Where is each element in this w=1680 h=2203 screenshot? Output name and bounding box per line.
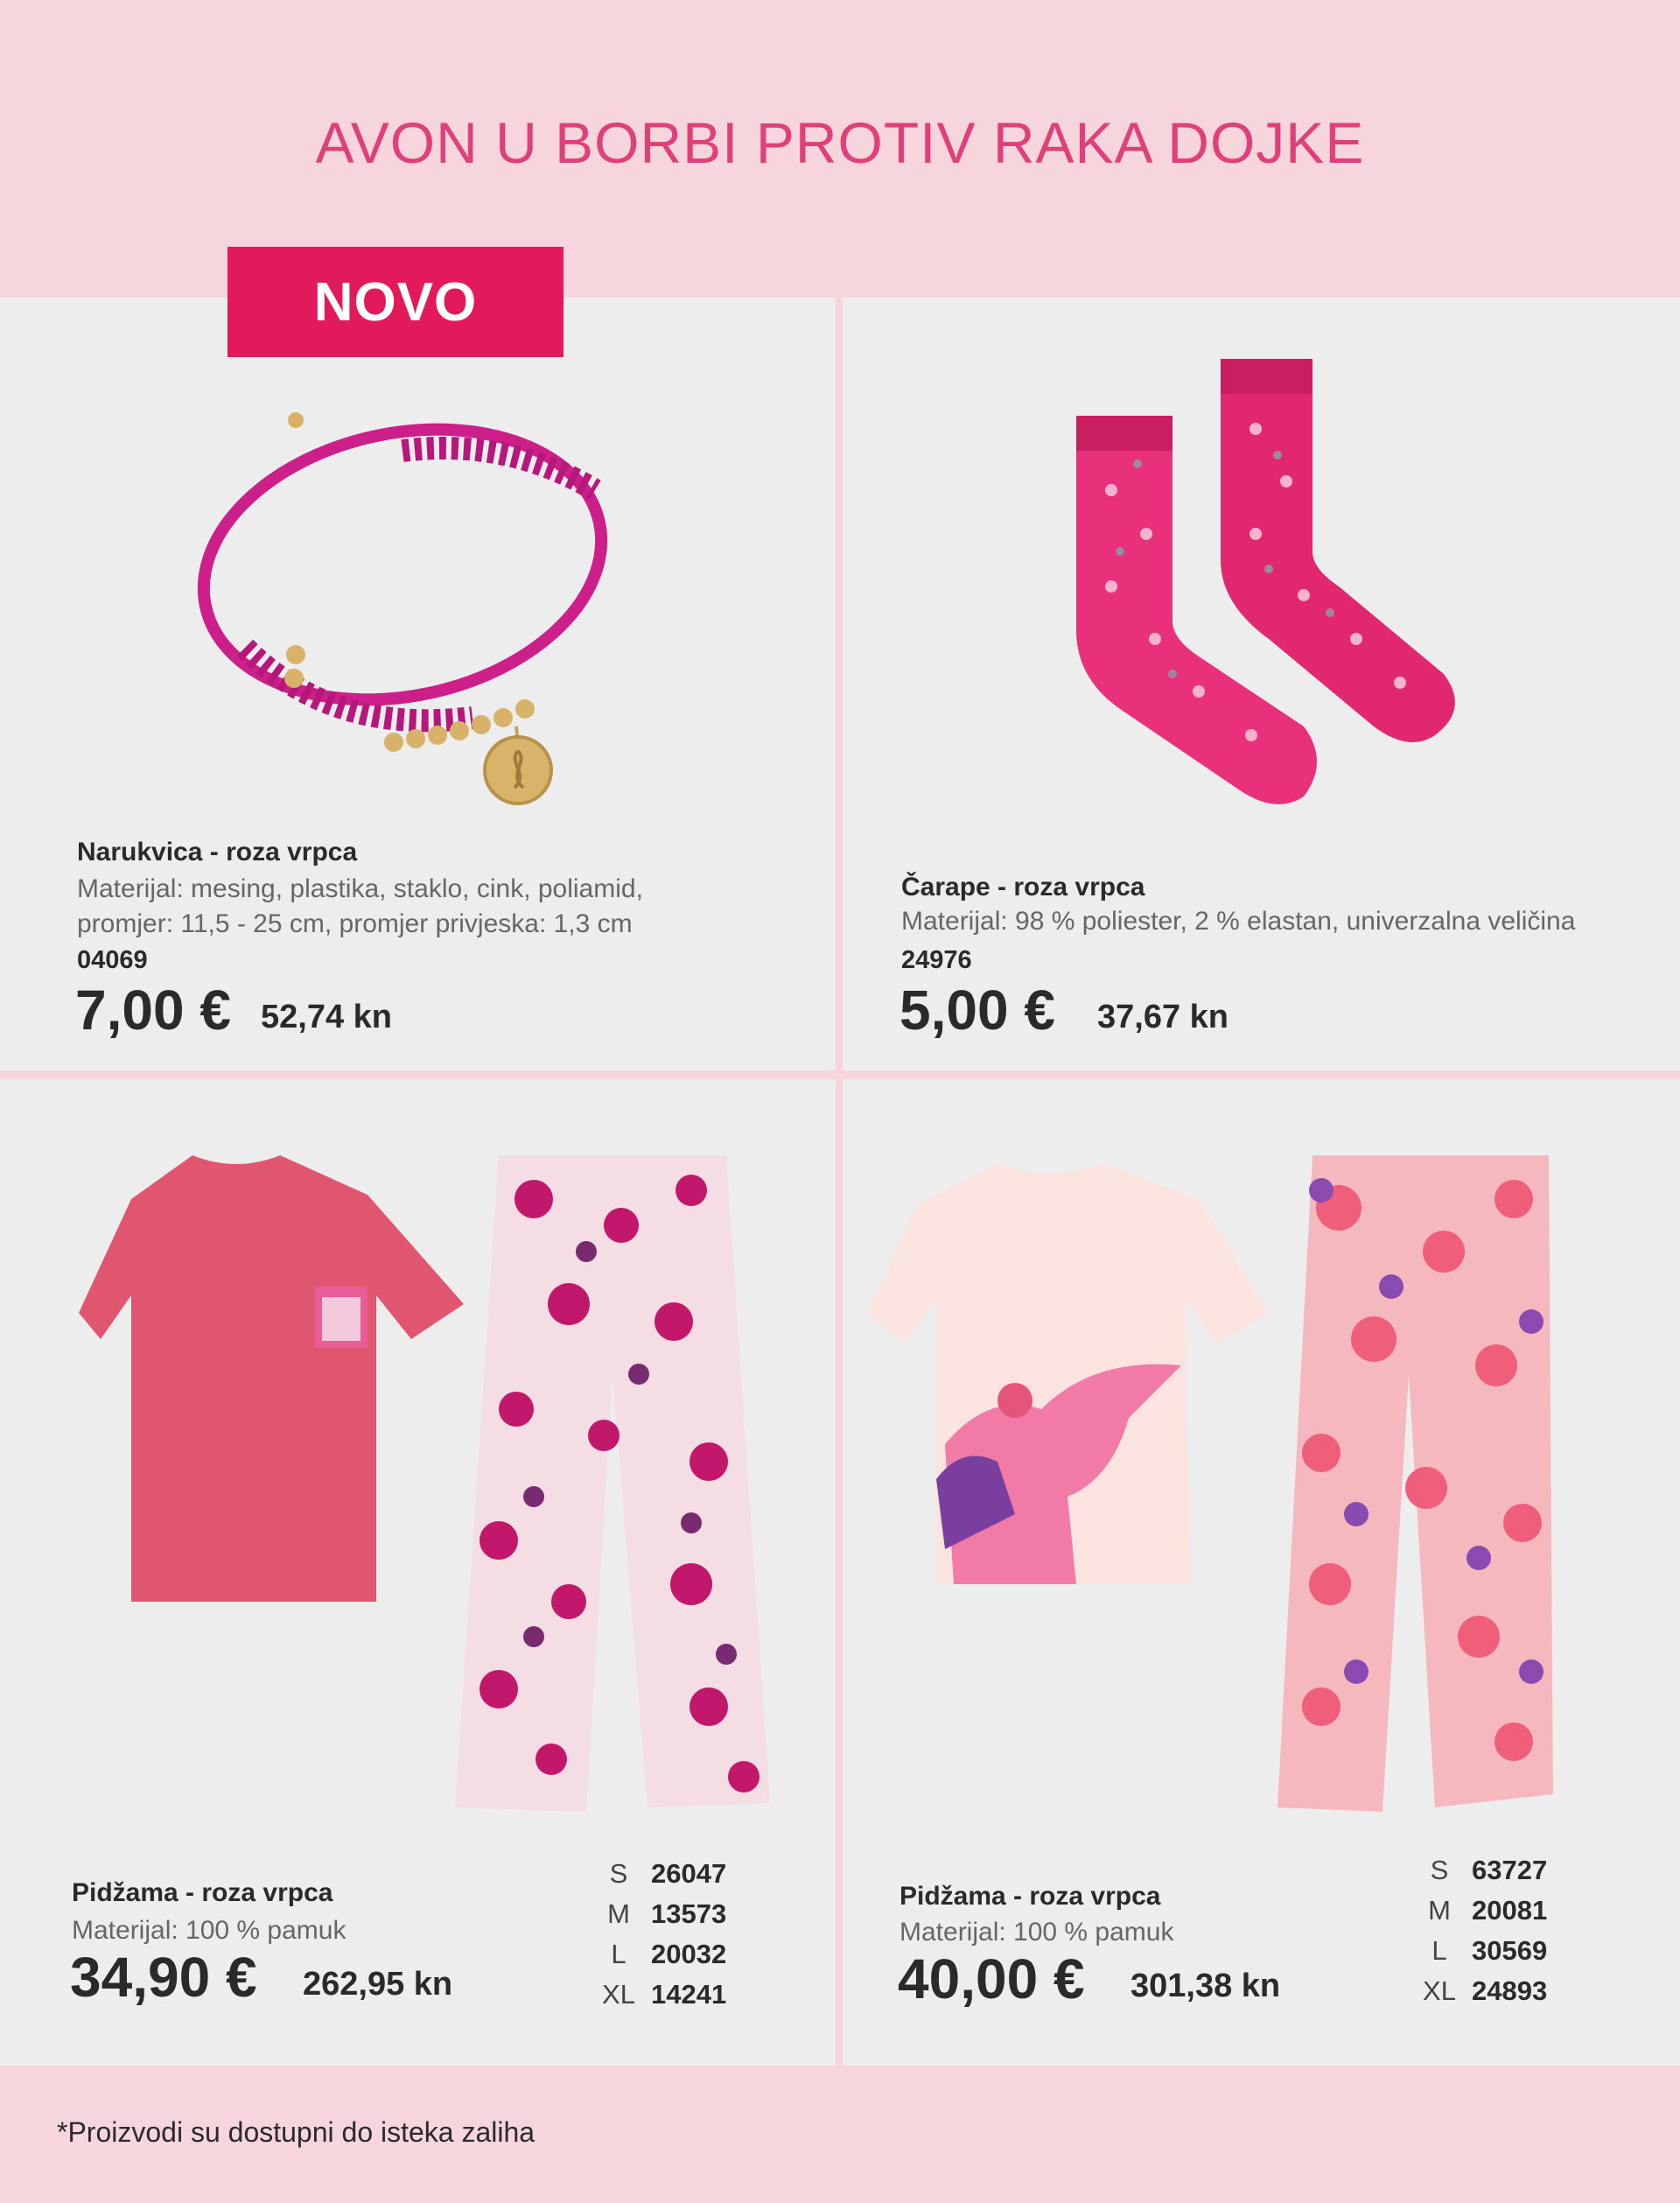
size-list bbox=[1412, 1850, 1547, 2011]
size-label: M bbox=[1428, 1895, 1451, 1926]
size-label: XL bbox=[1423, 1975, 1456, 2006]
size-code: 14241 bbox=[651, 1979, 727, 2010]
pajamas-image bbox=[79, 1147, 779, 1821]
size-code: 20081 bbox=[1472, 1895, 1548, 1926]
price-kn: 262,95 kn bbox=[303, 1966, 453, 2003]
size-code: 30569 bbox=[1472, 1935, 1548, 1966]
size-row bbox=[592, 1934, 726, 1975]
footnote: *Proizvodi su dostupni do isteka zaliha bbox=[57, 2116, 536, 2148]
size-label: L bbox=[611, 1939, 626, 1969]
price-eur: 40,00 € bbox=[898, 1947, 1085, 2010]
size-row bbox=[1412, 1971, 1547, 2011]
socks-image bbox=[1050, 350, 1470, 823]
product-code: 04069 bbox=[77, 946, 148, 974]
pajamas-image bbox=[866, 1147, 1566, 1821]
size-row bbox=[1412, 1850, 1547, 1891]
size-label: L bbox=[1432, 1935, 1447, 1966]
size-code: 24893 bbox=[1472, 1975, 1548, 2006]
size-list bbox=[592, 1854, 726, 2015]
price-eur: 5,00 € bbox=[900, 979, 1055, 1042]
size-row bbox=[592, 1854, 726, 1894]
product-description: Materijal: 100 % pamuk bbox=[900, 1918, 1174, 1947]
size-row bbox=[592, 1894, 726, 1934]
product-description: Materijal: 100 % pamuk bbox=[72, 1916, 346, 1945]
size-code: 26047 bbox=[651, 1858, 727, 1889]
size-code: 20032 bbox=[651, 1939, 727, 1969]
page-title: AVON U BORBI PROTIV RAKA DOJKE bbox=[315, 110, 1365, 175]
size-row bbox=[592, 1975, 726, 2015]
product-description: promjer: 11,5 - 25 cm, promjer privjeska: 1,3 cm bbox=[77, 909, 633, 938]
size-label: XL bbox=[602, 1979, 635, 2010]
product-name: Čarape - roza vrpca bbox=[901, 873, 1145, 902]
size-code: 13573 bbox=[651, 1898, 727, 1929]
size-label: S bbox=[609, 1858, 628, 1889]
size-label: S bbox=[1430, 1855, 1449, 1885]
product-description: Materijal: mesing, plastika, staklo, cink, poliamid, bbox=[77, 874, 643, 903]
size-code: 63727 bbox=[1472, 1855, 1548, 1885]
price-eur: 7,00 € bbox=[75, 979, 231, 1042]
bracelet-image bbox=[140, 385, 700, 823]
product-name: Pidžama - roza vrpca bbox=[900, 1882, 1161, 1911]
size-row bbox=[1412, 1931, 1547, 1971]
product-name: Pidžama - roza vrpca bbox=[72, 1878, 333, 1907]
size-label: M bbox=[607, 1898, 630, 1929]
product-description: Materijal: 98 % poliester, 2 % elastan, univerzalna veličina bbox=[901, 907, 1576, 936]
price-eur: 34,90 € bbox=[70, 1946, 257, 2009]
product-code: 24976 bbox=[901, 946, 972, 974]
novo-badge: NOVO bbox=[228, 247, 564, 357]
size-row bbox=[1412, 1891, 1547, 1931]
price-kn: 301,38 kn bbox=[1130, 1968, 1281, 2004]
product-name: Narukvica - roza vrpca bbox=[77, 838, 358, 866]
price-kn: 52,74 kn bbox=[261, 999, 392, 1035]
price-kn: 37,67 kn bbox=[1097, 999, 1228, 1035]
